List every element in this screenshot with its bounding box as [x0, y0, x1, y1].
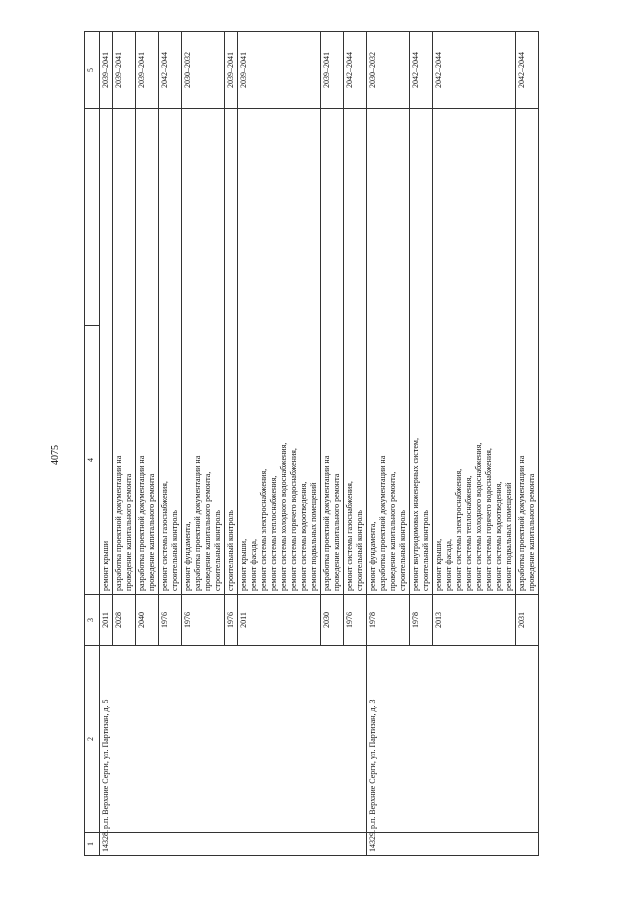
header-col-1: 1: [85, 833, 100, 856]
planned-period: 2030–2032: [367, 32, 410, 109]
table-body: [100, 32, 539, 856]
repair-work-line: строительный контроль: [213, 510, 222, 591]
repair-work-line: проведение капитального ремонта,: [203, 471, 212, 591]
last-repair-year: 1978: [367, 595, 410, 646]
repair-work-line: ремонт системы теплоснабжения,: [269, 475, 278, 591]
object-number: 14328.: [100, 833, 367, 856]
repair-work-types: [100, 109, 113, 595]
repair-work-line: разработка проектной документации на: [114, 455, 123, 591]
repair-work-line: ремонт фасада,: [444, 539, 453, 591]
last-repair-year: 1978: [410, 595, 433, 646]
repair-work-line: ремонт системы горячего водоснабжения,: [484, 448, 493, 591]
repair-work-line: проведение капитального ремонта: [124, 473, 133, 591]
repair-work-line: строительный контроль: [355, 510, 364, 591]
capital-repair-table-sheet: [84, 52, 565, 856]
repair-work-types: [113, 109, 136, 595]
planned-period: 2039–2041: [238, 32, 321, 109]
last-repair-year: 2011: [238, 595, 321, 646]
planned-period: 2042–2044: [433, 32, 516, 109]
repair-work-types: [516, 109, 539, 595]
repair-work-line: ремонт крыши,: [434, 538, 443, 591]
repair-work-types: [321, 109, 344, 595]
repair-work-line: ремонт фасада,: [249, 539, 258, 591]
repair-work-line: строительный контроль: [170, 510, 179, 591]
planned-period: 2042–2044: [159, 32, 182, 109]
object-address: р.п. Верхние Серги, ул. Партизан, д. 3: [367, 646, 539, 833]
repair-work-line: проведение капитального ремонта,: [388, 471, 397, 591]
capital-repair-table: [84, 31, 539, 856]
object-number: 14329.: [367, 833, 539, 856]
repair-work-line: разработка проектной документации на: [322, 455, 331, 591]
page-number: 4075: [50, 445, 61, 465]
repair-work-types: [238, 109, 321, 595]
repair-work-line: проведение капитального ремонта: [147, 473, 156, 591]
repair-work-types: [182, 109, 225, 595]
repair-work-line: ремонт подвальных помещений: [309, 482, 318, 591]
repair-work-line: ремонт крыши: [101, 540, 110, 591]
repair-work-line: ремонт фундамента,: [183, 521, 192, 591]
repair-work-types: [344, 109, 367, 595]
repair-work-line: разработка проектной документации на: [193, 455, 202, 591]
repair-work-line: ремонт системы холодного водоснабжения,: [474, 442, 483, 591]
planned-period: 2039–2041: [136, 32, 159, 109]
planned-period: 2039–2041: [225, 32, 238, 109]
repair-work-line: ремонт фундамента,: [368, 521, 377, 591]
repair-work-line: строительный контроль: [226, 510, 235, 591]
last-repair-year: 2011: [100, 595, 113, 646]
table-header-row: [85, 32, 100, 856]
repair-work-line: строительный контроль: [398, 510, 407, 591]
repair-work-line: ремонт системы газоснабжения,: [160, 481, 169, 591]
repair-work-line: ремонт внутридомовых инженерных систем,: [411, 438, 420, 591]
planned-period: 2039–2041: [321, 32, 344, 109]
repair-work-line: строительный контроль: [421, 510, 430, 591]
planned-period: 2042–2044: [344, 32, 367, 109]
table-row: [100, 32, 113, 856]
planned-period: 2039–2041: [100, 32, 113, 109]
repair-work-line: ремонт системы газоснабжения,: [345, 481, 354, 591]
last-repair-year: 1976: [159, 595, 182, 646]
repair-work-line: проведение капитального ремонта: [332, 473, 341, 591]
repair-work-line: ремонт системы горячего водоснабжения,: [289, 448, 298, 591]
object-address: р.п. Верхние Серги, ул. Партизан, д. 5: [100, 646, 367, 833]
repair-work-line: ремонт подвальных помещений: [504, 482, 513, 591]
last-repair-year: 2030: [321, 595, 344, 646]
planned-period: 2042–2044: [410, 32, 433, 109]
repair-work-line: разработка проектной документации на: [137, 455, 146, 591]
repair-work-types: [410, 109, 433, 595]
repair-work-line: ремонт системы водоотведения,: [494, 481, 503, 591]
last-repair-year: 2028: [113, 595, 136, 646]
header-col-3: 3: [85, 595, 100, 646]
last-repair-year: 1976: [344, 595, 367, 646]
repair-work-line: ремонт крыши,: [239, 538, 248, 591]
table-row: [367, 32, 410, 856]
repair-work-line: ремонт системы электроснабжения,: [259, 468, 268, 591]
last-repair-year: 2031: [516, 595, 539, 646]
header-spacer: [85, 109, 100, 326]
last-repair-year: 1976: [225, 595, 238, 646]
last-repair-year: 2013: [433, 595, 516, 646]
last-repair-year: 1976: [182, 595, 225, 646]
header-col-4: 4: [85, 326, 100, 595]
planned-period: 2042–2044: [516, 32, 539, 109]
repair-work-types: [136, 109, 159, 595]
planned-period: 2039–2041: [113, 32, 136, 109]
repair-work-types: [433, 109, 516, 595]
repair-work-types: [367, 109, 410, 595]
last-repair-year: 2040: [136, 595, 159, 646]
repair-work-types: [159, 109, 182, 595]
header-col-5: 5: [85, 32, 100, 109]
repair-work-line: ремонт системы холодного водоснабжения,: [279, 442, 288, 591]
repair-work-line: разработка проектной документации на: [378, 455, 387, 591]
repair-work-line: ремонт системы водоотведения,: [299, 481, 308, 591]
planned-period: 2030–2032: [182, 32, 225, 109]
repair-work-line: ремонт системы электроснабжения,: [454, 468, 463, 591]
repair-work-line: проведение капитального ремонта: [527, 473, 536, 591]
repair-work-types: [225, 109, 238, 595]
repair-work-line: ремонт системы теплоснабжения,: [464, 475, 473, 591]
header-col-2: 2: [85, 646, 100, 833]
repair-work-line: разработка проектной документации на: [517, 455, 526, 591]
